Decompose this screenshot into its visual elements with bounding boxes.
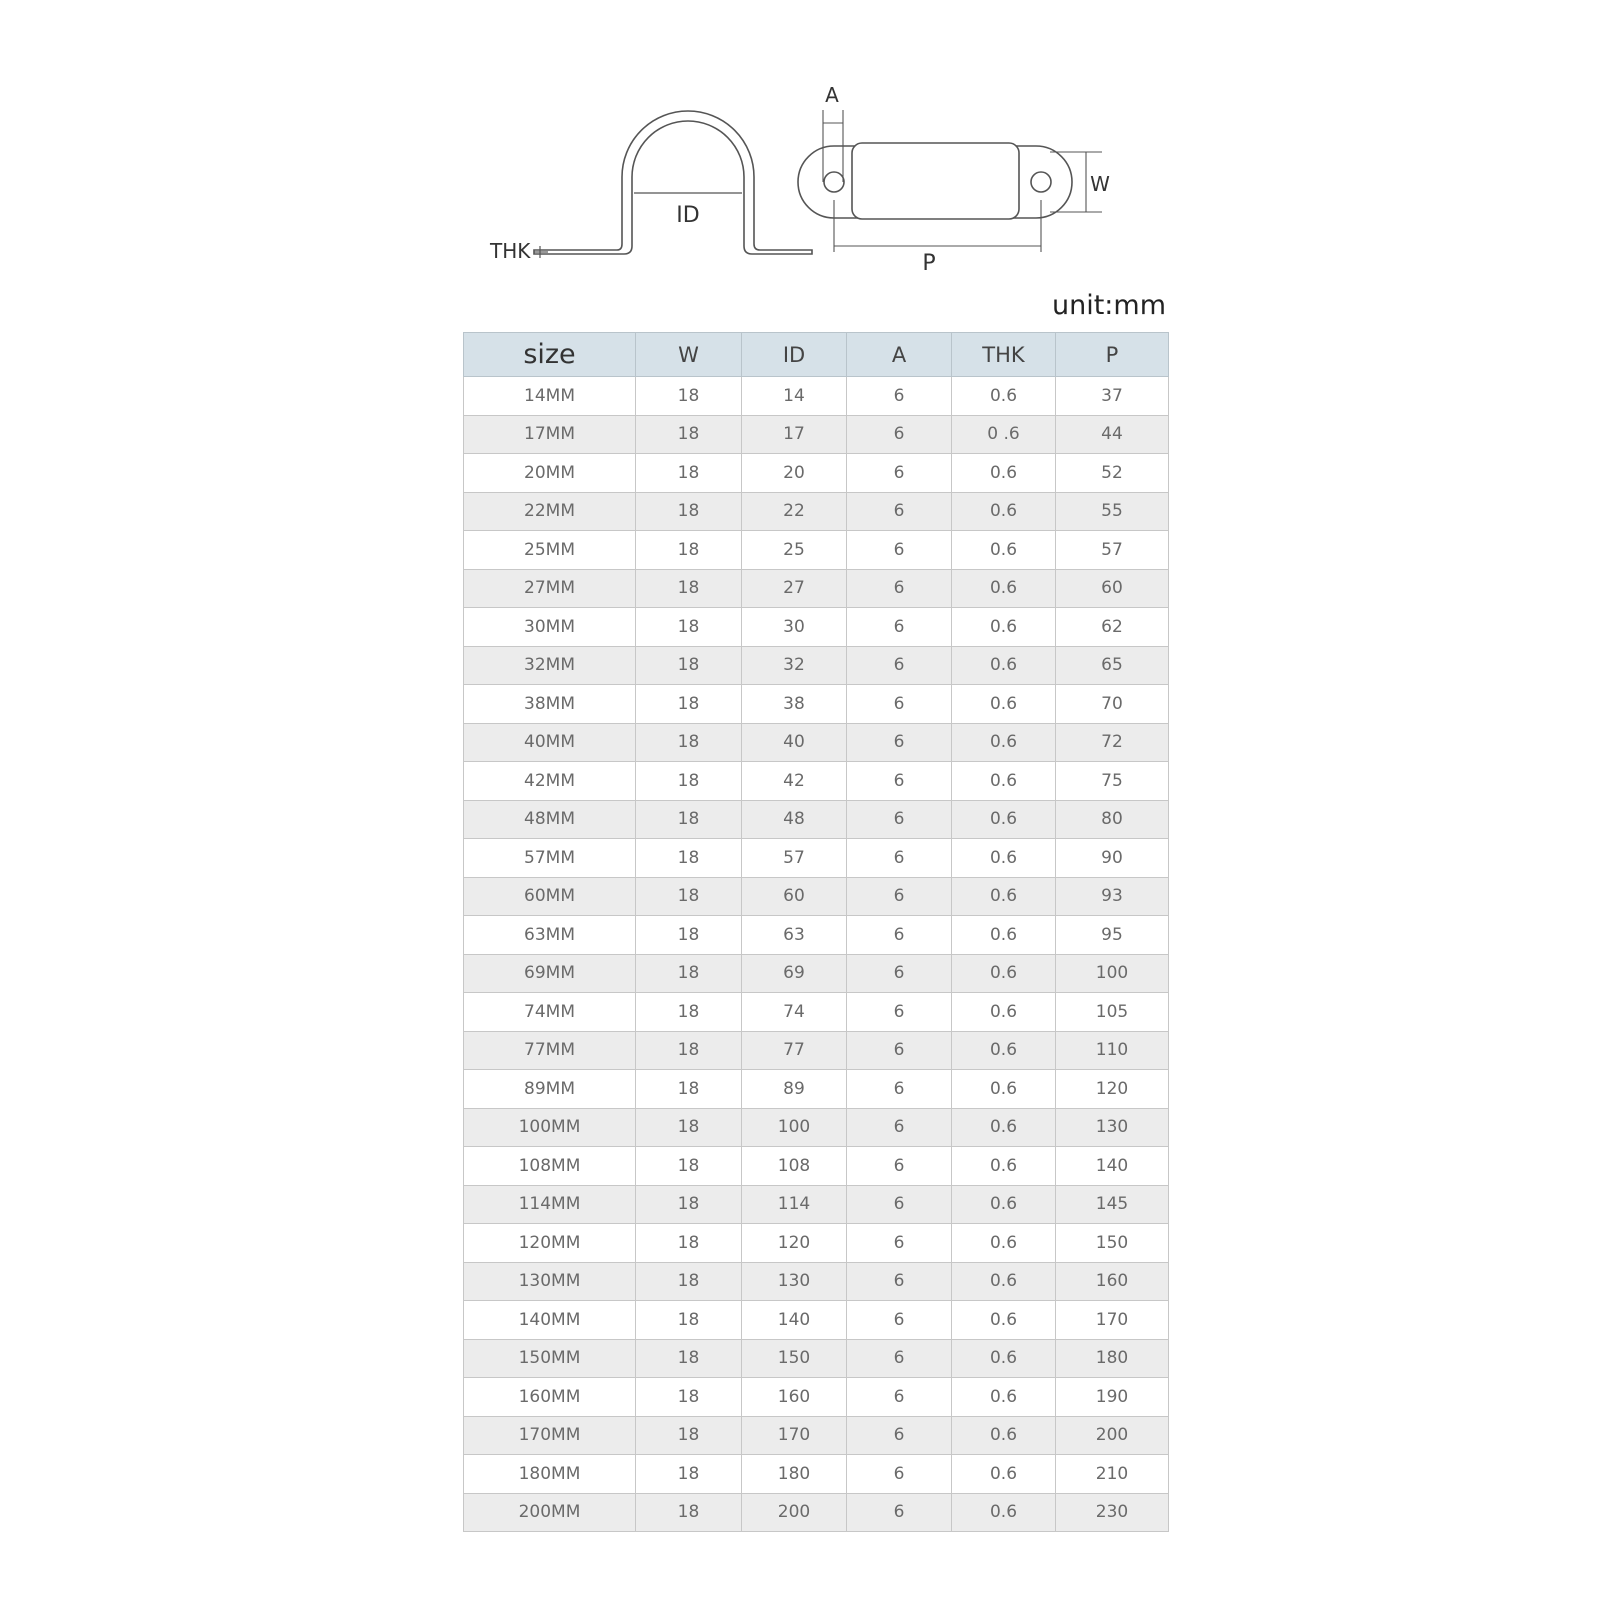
cell-w: 18 [636,993,742,1032]
table-row [464,954,1169,993]
table-row [464,377,1169,416]
cell-p: 60 [1056,569,1169,608]
cell-a: 6 [847,608,952,647]
cell-size: 108MM [464,1147,636,1186]
cell-id: 20 [742,454,847,493]
cell-w: 18 [636,454,742,493]
cell-w: 18 [636,377,742,416]
cell-a: 6 [847,685,952,724]
table-row [464,1301,1169,1340]
cell-size: 77MM [464,1031,636,1070]
table-row [464,1070,1169,1109]
cell-p: 65 [1056,646,1169,685]
cell-p: 72 [1056,723,1169,762]
cell-size: 140MM [464,1301,636,1340]
clamp-diagram [0,0,1600,300]
cell-p: 160 [1056,1262,1169,1301]
cell-thk: 0.6 [952,954,1056,993]
cell-size: 17MM [464,415,636,454]
cell-id: 38 [742,685,847,724]
table-row [464,800,1169,839]
cell-a: 6 [847,1416,952,1455]
cell-w: 18 [636,1493,742,1532]
cell-id: 42 [742,762,847,801]
cell-a: 6 [847,1262,952,1301]
cell-id: 114 [742,1185,847,1224]
cell-size: 74MM [464,993,636,1032]
table-row [464,1262,1169,1301]
cell-size: 57MM [464,839,636,878]
cell-id: 48 [742,800,847,839]
cell-p: 180 [1056,1339,1169,1378]
cell-thk: 0.6 [952,531,1056,570]
cell-a: 6 [847,1455,952,1494]
cell-id: 100 [742,1108,847,1147]
column-header-a: A [847,333,952,377]
cell-w: 18 [636,1339,742,1378]
cell-p: 230 [1056,1493,1169,1532]
cell-p: 55 [1056,492,1169,531]
w-label: W [1090,172,1110,196]
cell-size: 89MM [464,1070,636,1109]
column-header-p: P [1056,333,1169,377]
cell-a: 6 [847,1378,952,1417]
table-row [464,454,1169,493]
cell-p: 57 [1056,531,1169,570]
cell-a: 6 [847,1185,952,1224]
table-row [464,1224,1169,1263]
cell-w: 18 [636,877,742,916]
cell-thk: 0.6 [952,1339,1056,1378]
cell-w: 18 [636,608,742,647]
cell-id: 32 [742,646,847,685]
cell-id: 69 [742,954,847,993]
cell-id: 89 [742,1070,847,1109]
table-row [464,993,1169,1032]
cell-id: 74 [742,993,847,1032]
cell-p: 44 [1056,415,1169,454]
cell-w: 18 [636,723,742,762]
cell-a: 6 [847,1224,952,1263]
table-header-row [464,333,1169,377]
cell-thk: 0.6 [952,723,1056,762]
cell-p: 120 [1056,1070,1169,1109]
cell-id: 130 [742,1262,847,1301]
a-label: A [825,83,839,107]
cell-a: 6 [847,1493,952,1532]
cell-p: 190 [1056,1378,1169,1417]
cell-w: 18 [636,916,742,955]
cell-thk: 0.6 [952,1185,1056,1224]
cell-p: 70 [1056,685,1169,724]
cell-id: 120 [742,1224,847,1263]
cell-size: 170MM [464,1416,636,1455]
cell-size: 69MM [464,954,636,993]
column-header-size: size [464,333,636,377]
cell-p: 130 [1056,1108,1169,1147]
cell-thk: 0.6 [952,646,1056,685]
cell-size: 180MM [464,1455,636,1494]
cell-a: 6 [847,762,952,801]
cell-a: 6 [847,1147,952,1186]
cell-p: 93 [1056,877,1169,916]
table-row [464,1185,1169,1224]
cell-a: 6 [847,993,952,1032]
table-row [464,916,1169,955]
cell-size: 25MM [464,531,636,570]
cell-a: 6 [847,723,952,762]
cell-w: 18 [636,800,742,839]
cell-p: 150 [1056,1224,1169,1263]
cell-thk: 0.6 [952,454,1056,493]
cell-thk: 0.6 [952,1493,1056,1532]
cell-a: 6 [847,877,952,916]
cell-id: 57 [742,839,847,878]
cell-p: 100 [1056,954,1169,993]
table-row [464,1493,1169,1532]
cell-thk: 0.6 [952,1301,1056,1340]
cell-thk: 0.6 [952,1031,1056,1070]
cell-size: 63MM [464,916,636,955]
cell-thk: 0.6 [952,916,1056,955]
cell-a: 6 [847,377,952,416]
cell-a: 6 [847,954,952,993]
cell-a: 6 [847,916,952,955]
column-header-id: ID [742,333,847,377]
p-label: P [922,251,936,276]
cell-p: 145 [1056,1185,1169,1224]
cell-thk: 0.6 [952,877,1056,916]
thk-label: THK [490,239,531,263]
cell-id: 25 [742,531,847,570]
cell-a: 6 [847,646,952,685]
cell-w: 18 [636,1416,742,1455]
table-row [464,1147,1169,1186]
top-view-drawing [798,110,1102,252]
cell-thk: 0.6 [952,1224,1056,1263]
id-label: ID [676,203,700,228]
size-spec-table [463,332,1169,1532]
cell-size: 150MM [464,1339,636,1378]
table-row [464,1455,1169,1494]
table-row [464,531,1169,570]
cell-a: 6 [847,569,952,608]
table-row [464,646,1169,685]
table-row [464,569,1169,608]
table-row [464,1339,1169,1378]
cell-thk: 0.6 [952,800,1056,839]
cell-a: 6 [847,1339,952,1378]
cell-size: 27MM [464,569,636,608]
cell-thk: 0.6 [952,762,1056,801]
cell-size: 40MM [464,723,636,762]
table-row [464,1031,1169,1070]
cell-a: 6 [847,839,952,878]
cell-size: 20MM [464,454,636,493]
column-header-thk: THK [952,333,1056,377]
table-row [464,1378,1169,1417]
cell-p: 110 [1056,1031,1169,1070]
cell-size: 60MM [464,877,636,916]
cell-size: 22MM [464,492,636,531]
cell-w: 18 [636,1108,742,1147]
cell-thk: 0.6 [952,1108,1056,1147]
cell-p: 200 [1056,1416,1169,1455]
cell-thk: 0.6 [952,993,1056,1032]
unit-label: unit:mm [1051,290,1166,321]
cell-w: 18 [636,1224,742,1263]
cell-w: 18 [636,1301,742,1340]
cell-w: 18 [636,415,742,454]
cell-w: 18 [636,1031,742,1070]
cell-a: 6 [847,1031,952,1070]
cell-a: 6 [847,1070,952,1109]
cell-id: 17 [742,415,847,454]
table-row [464,723,1169,762]
cell-p: 105 [1056,993,1169,1032]
cell-thk: 0.6 [952,1378,1056,1417]
cell-id: 63 [742,916,847,955]
cell-id: 77 [742,1031,847,1070]
cell-a: 6 [847,1108,952,1147]
cell-p: 62 [1056,608,1169,647]
cell-thk: 0.6 [952,569,1056,608]
cell-size: 14MM [464,377,636,416]
cell-size: 38MM [464,685,636,724]
cell-size: 160MM [464,1378,636,1417]
cell-size: 42MM [464,762,636,801]
cell-w: 18 [636,1378,742,1417]
cell-w: 18 [636,1070,742,1109]
cell-thk: 0.6 [952,1455,1056,1494]
cell-p: 75 [1056,762,1169,801]
cell-w: 18 [636,839,742,878]
cell-size: 48MM [464,800,636,839]
cell-id: 140 [742,1301,847,1340]
cell-w: 18 [636,492,742,531]
table-row [464,1108,1169,1147]
cell-w: 18 [636,1185,742,1224]
cell-p: 140 [1056,1147,1169,1186]
cell-thk: 0 .6 [952,415,1056,454]
cell-p: 80 [1056,800,1169,839]
cell-thk: 0.6 [952,492,1056,531]
table-row [464,762,1169,801]
cell-size: 30MM [464,608,636,647]
column-header-w: W [636,333,742,377]
cell-id: 108 [742,1147,847,1186]
cell-id: 22 [742,492,847,531]
cell-w: 18 [636,646,742,685]
cell-size: 32MM [464,646,636,685]
side-view-drawing [534,111,812,258]
table-row [464,685,1169,724]
cell-thk: 0.6 [952,1147,1056,1186]
table-row [464,415,1169,454]
cell-id: 150 [742,1339,847,1378]
cell-p: 95 [1056,916,1169,955]
cell-p: 210 [1056,1455,1169,1494]
cell-w: 18 [636,1147,742,1186]
cell-thk: 0.6 [952,685,1056,724]
cell-p: 170 [1056,1301,1169,1340]
cell-id: 30 [742,608,847,647]
table-row [464,1416,1169,1455]
cell-p: 52 [1056,454,1169,493]
cell-w: 18 [636,685,742,724]
cell-id: 180 [742,1455,847,1494]
cell-thk: 0.6 [952,839,1056,878]
cell-w: 18 [636,762,742,801]
cell-thk: 0.6 [952,1070,1056,1109]
table-row [464,877,1169,916]
cell-id: 200 [742,1493,847,1532]
cell-thk: 0.6 [952,1262,1056,1301]
cell-w: 18 [636,954,742,993]
cell-thk: 0.6 [952,377,1056,416]
cell-size: 100MM [464,1108,636,1147]
cell-thk: 0.6 [952,608,1056,647]
cell-w: 18 [636,569,742,608]
cell-p: 90 [1056,839,1169,878]
cell-a: 6 [847,492,952,531]
table-row [464,608,1169,647]
cell-thk: 0.6 [952,1416,1056,1455]
cell-size: 114MM [464,1185,636,1224]
cell-id: 60 [742,877,847,916]
cell-a: 6 [847,415,952,454]
cell-size: 120MM [464,1224,636,1263]
cell-w: 18 [636,1455,742,1494]
cell-w: 18 [636,1262,742,1301]
cell-a: 6 [847,1301,952,1340]
cell-a: 6 [847,454,952,493]
cell-a: 6 [847,531,952,570]
table-body [464,377,1169,1532]
cell-size: 130MM [464,1262,636,1301]
cell-id: 14 [742,377,847,416]
cell-size: 200MM [464,1493,636,1532]
cell-w: 18 [636,531,742,570]
cell-id: 170 [742,1416,847,1455]
cell-id: 40 [742,723,847,762]
cell-id: 27 [742,569,847,608]
table-row [464,492,1169,531]
cell-p: 37 [1056,377,1169,416]
cell-a: 6 [847,800,952,839]
table-row [464,839,1169,878]
cell-id: 160 [742,1378,847,1417]
